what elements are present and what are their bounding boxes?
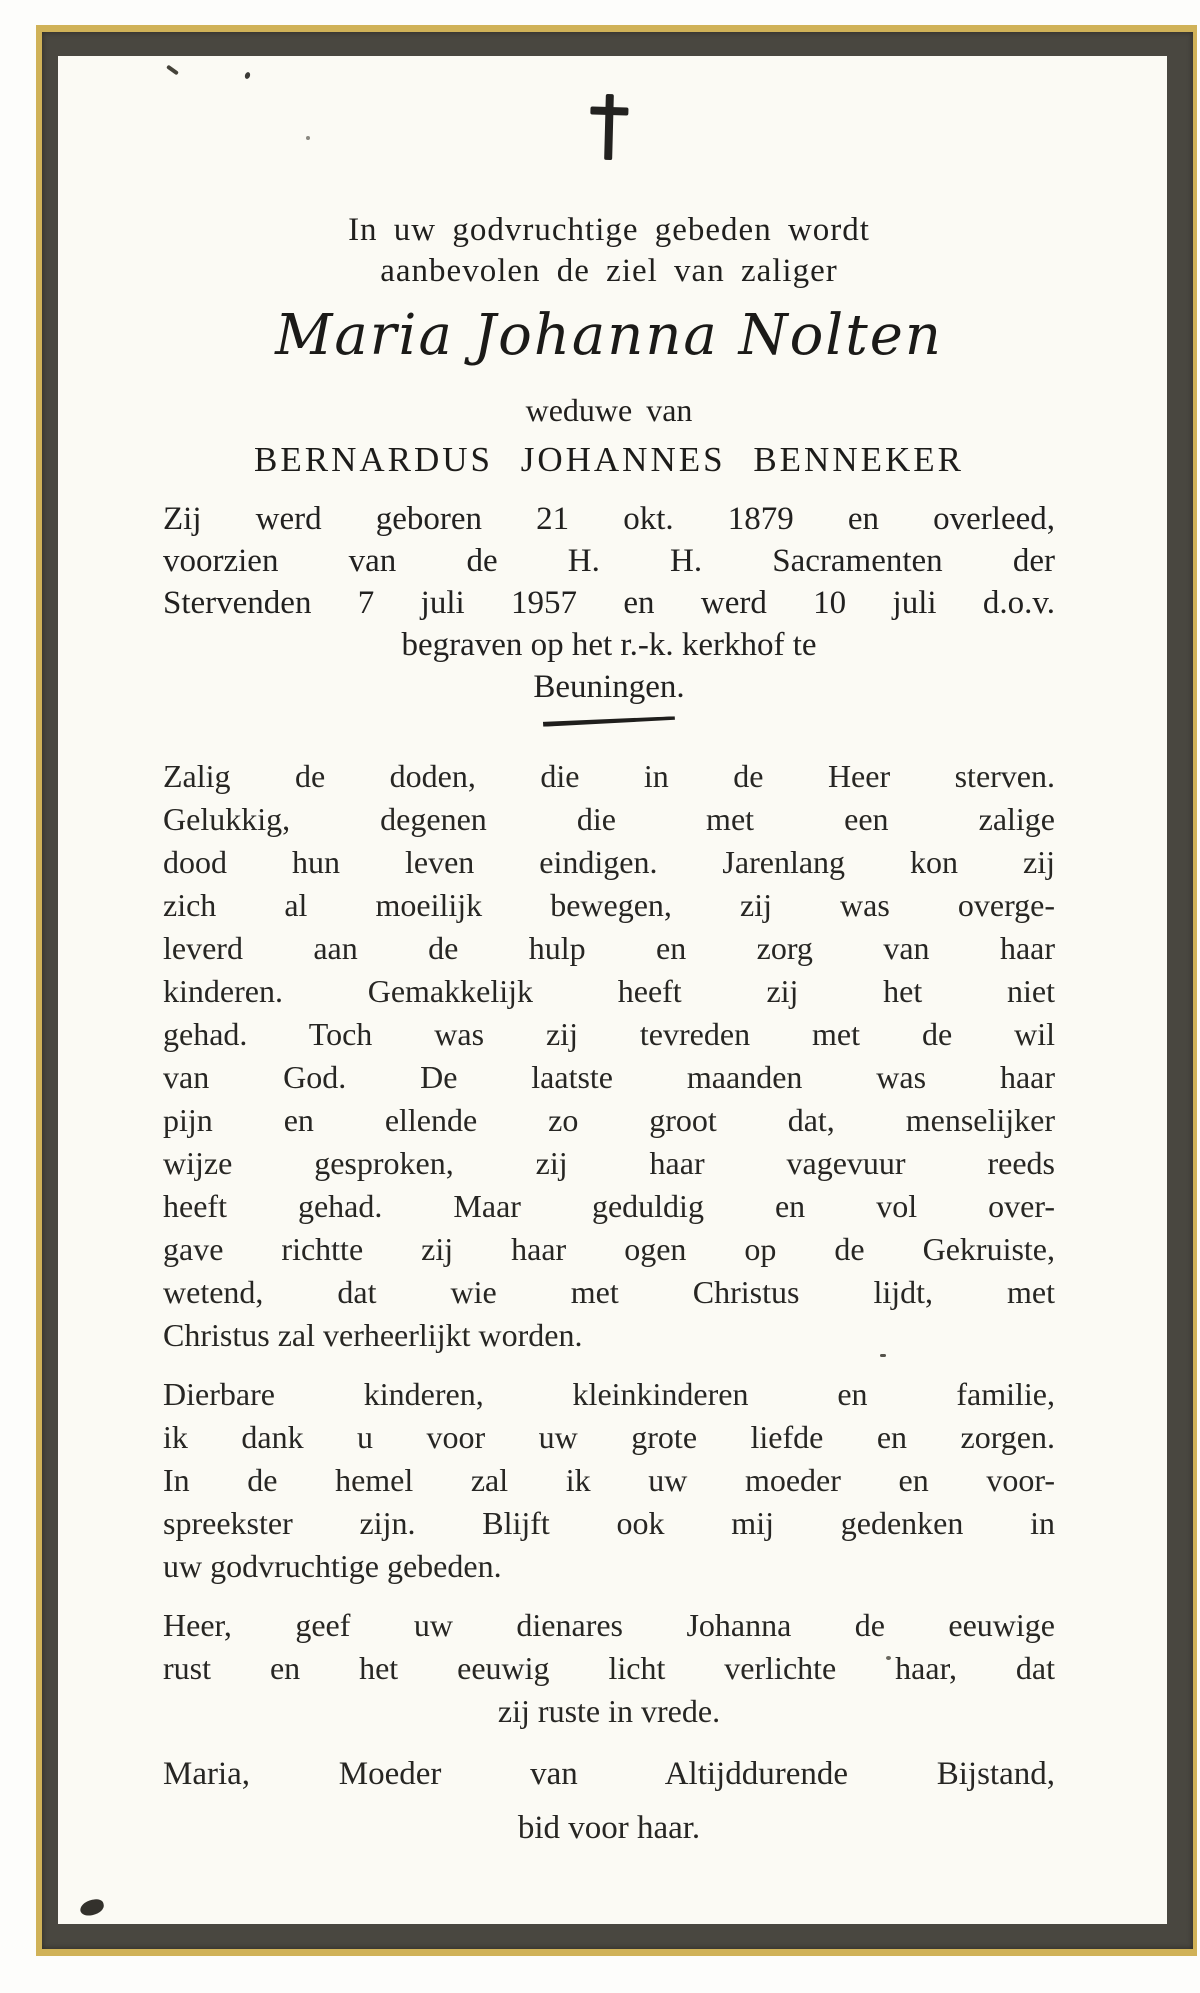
text-line: Maria, Moeder van Altijddurende Bijstand, [163, 1756, 1055, 1792]
cross-vertical-bar [604, 94, 614, 160]
relation-label: weduwe van [525, 392, 693, 428]
text-line: zij ruste in vrede. [497, 1693, 721, 1729]
text-line: van God. De laatste maanden was haar [163, 1059, 1055, 1095]
invocation-line: In uw godvruchtige gebeden wordt [348, 212, 870, 248]
maria-invocation-paragraph [163, 1747, 1055, 1855]
cross-icon [586, 93, 632, 160]
text-line: rust en het eeuwig licht verlichte haar, dat [163, 1650, 1055, 1686]
card-paper [58, 56, 1167, 1924]
text-line: pijn en ellende zo groot dat, menselijker [163, 1102, 1055, 1138]
text-line: uw godvruchtige gebeden. [163, 1548, 502, 1584]
text-line: dood hun leven eindigen. Jarenlang kon zij [163, 844, 1055, 880]
spouse-name: BERNARDUS JOHANNES BENNEKER [254, 440, 964, 479]
farewell-paragraph [163, 1373, 1055, 1588]
text-line: wetend, dat wie met Christus lijdt, met [163, 1274, 1055, 1310]
deceased-name: Maria Johanna Nolten [275, 303, 943, 368]
text-line: Stervenden 7 juli 1957 en werd 10 juli d.o.v. [163, 585, 1055, 621]
text-line: voorzien van de H. H. Sacramenten der [163, 543, 1055, 579]
scan-speck [244, 71, 251, 79]
text-line: Zalig de doden, die in de Heer sterven. [163, 758, 1055, 794]
text-line: Heer, geef uw dienares Johanna de eeuwige [163, 1607, 1055, 1643]
text-line: In de hemel zal ik uw moeder en voor- [163, 1462, 1055, 1498]
printed-border-frame [42, 32, 1193, 1949]
text-line: leverd aan de hulp en zorg van haar [163, 930, 1055, 966]
scan-speck [166, 65, 179, 76]
invocation-line: aanbevolen de ziel van zaliger [380, 253, 838, 289]
text-line: gehad. Toch was zij tevreden met de wil [163, 1016, 1055, 1052]
text-line: spreekster zijn. Blijft ook mij gedenken in [163, 1505, 1055, 1541]
text-line: Gelukkig, degenen die met een zalige [163, 801, 1055, 837]
text-line: begraven op het r.-k. kerkhof te [401, 627, 817, 663]
prayer-paragraph [163, 1604, 1055, 1733]
card-content [58, 94, 1167, 1855]
text-line: wijze gesproken, zij haar vagevuur reeds [163, 1145, 1055, 1181]
cross-horizontal-bar [590, 107, 628, 116]
text-line: heeft gehad. Maar geduldig en vol over- [163, 1188, 1055, 1224]
card-aged-edge [36, 25, 1197, 1956]
text-line: kinderen. Gemakkelijk heeft zij het niet [163, 973, 1055, 1009]
text-line: Beuningen. [533, 669, 685, 705]
text-line: zich al moeilijk bewegen, zij was overge- [163, 887, 1055, 923]
scan-ink-blob [79, 1898, 106, 1918]
text-line: Zij werd geboren 21 okt. 1879 en overleed, [163, 501, 1055, 537]
text-line: bid voor haar. [517, 1810, 701, 1846]
invocation-text [163, 210, 1055, 292]
life-record-block [163, 498, 1055, 708]
text-line: gave richtte zij haar ogen op de Gekruiste, [163, 1231, 1055, 1267]
section-divider [543, 716, 675, 726]
memorial-paragraph [163, 755, 1055, 1357]
text-line: Christus zal verheerlijkt worden. [163, 1317, 583, 1353]
text-line: Dierbare kinderen, kleinkinderen en familie, [163, 1376, 1055, 1412]
text-line: ik dank u voor uw grote liefde en zorgen. [163, 1419, 1055, 1455]
